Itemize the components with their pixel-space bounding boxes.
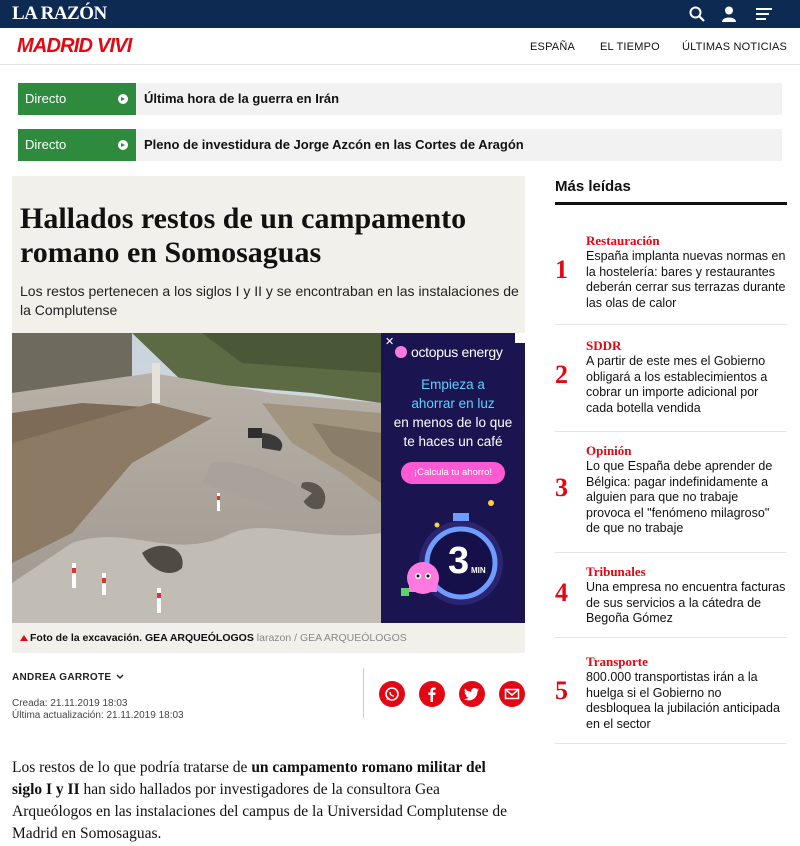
photo-caption-bar [12, 623, 525, 653]
body-text-bold: un campamento romano militar del siglo I y II [12, 759, 486, 798]
facebook-icon [424, 686, 440, 702]
most-read-headline[interactable]: España implanta nuevas normas en la hostelería: bares y restaurantes deberán cerrar sus terrazas durante las olas de calor [586, 249, 786, 310]
octopus-logo-icon [395, 346, 407, 358]
most-read-rank: 2 [555, 360, 568, 389]
ad-headline-line-3: en menos de lo que [393, 415, 513, 430]
ad-headline-line-4: te haces un café [403, 434, 503, 449]
ad-brand: octopus energy [411, 344, 503, 360]
ad-cta-button[interactable]: ¡Calcula tu ahorro! [401, 462, 505, 484]
search-icon[interactable] [688, 5, 706, 23]
most-read-headline[interactable]: Lo que España debe aprender de Bélgica: pagar indefinidamente a alguien para que no trabaje provoca el "fenómeno milagroso" de que no trabaje [586, 459, 773, 535]
whatsapp-share-button[interactable] [379, 681, 405, 707]
ad-headline-line-1: Empieza a [421, 377, 485, 392]
ad-timer-unit: MIN [471, 566, 486, 575]
section-bar [0, 28, 800, 65]
twitter-icon [464, 686, 480, 702]
most-read-headline[interactable]: A partir de este mes el Gobierno obligará a los establecimientos a cobrar un importe adicional por cada botella vendida [586, 354, 768, 415]
email-share-button[interactable] [499, 681, 525, 707]
whatsapp-icon [384, 686, 400, 702]
photo-caption [20, 632, 407, 644]
most-read-item[interactable] [555, 654, 787, 744]
site-logo[interactable]: LA RAZÓN [12, 3, 107, 24]
byline-divider [363, 668, 364, 718]
article-body [12, 757, 517, 845]
author-name[interactable]: ANDREA GARROTE [12, 672, 112, 683]
most-read-rank: 5 [555, 676, 568, 705]
live-banner[interactable] [18, 83, 782, 115]
adchoices-icon[interactable] [515, 333, 525, 343]
play-icon [118, 94, 128, 104]
most-read-title: Más leídas [555, 178, 631, 195]
most-read-category[interactable]: Tribunales [586, 564, 646, 579]
most-read-rank: 1 [555, 255, 568, 284]
updated-date: Última actualización: 21.11.2019 18:03 [12, 710, 184, 721]
top-bar [0, 0, 800, 28]
live-headline[interactable]: Última hora de la guerra en Irán [144, 91, 340, 106]
chevron-down-icon[interactable] [116, 674, 124, 680]
most-read-item[interactable] [555, 338, 787, 432]
article-photo[interactable] [12, 333, 381, 623]
ad-headline-line-2: ahorrar en luz [411, 396, 495, 411]
article-header [12, 176, 525, 334]
most-read-headline[interactable]: 800.000 transportistas irán a la huelga si el Gobierno no desbloquea la jubilación anticipada en el sector [586, 670, 780, 731]
caption-triangle-icon [20, 635, 28, 641]
live-tag-label: Directo [25, 137, 67, 152]
caption-credit: larazon / GEA ARQUEÓLOGOS [256, 632, 407, 644]
section-logo[interactable]: MADRID VIVI [17, 35, 132, 57]
most-read-item[interactable] [555, 443, 787, 553]
ad-headline [381, 375, 525, 451]
live-banner[interactable] [18, 129, 782, 161]
most-read-rank: 4 [555, 578, 568, 607]
most-read-item[interactable] [555, 233, 787, 325]
body-text-start: Los restos de lo que podría tratarse de [12, 759, 252, 776]
live-tag [18, 129, 136, 161]
nav-link-el-tiempo[interactable]: EL TIEMPO [600, 41, 660, 53]
body-text-end: han sido hallados por investigadores de la consultora Gea Arqueólogos en las instalaciones del campus de la Universidad Complutense de Madrid en Somosaguas. [12, 781, 508, 842]
article-subtitle: Los restos pertenecen a los siglos I y II y se encontraban en las instalaciones de la Complutense [20, 283, 519, 318]
most-read-category[interactable]: Transporte [586, 654, 648, 669]
caption-text: Foto de la excavación. GEA ARQUEÓLOGOS [30, 632, 254, 644]
close-icon[interactable]: ✕ [385, 336, 395, 348]
live-tag [18, 83, 136, 115]
live-headline[interactable]: Pleno de investidura de Jorge Azcón en las Cortes de Aragón [144, 137, 524, 152]
twitter-share-button[interactable] [459, 681, 485, 707]
nav-link-espana[interactable]: ESPAÑA [530, 41, 576, 53]
email-icon [504, 686, 520, 702]
created-date: Creada: 21.11.2019 18:03 [12, 698, 128, 709]
most-read-rule [555, 202, 787, 205]
play-icon [118, 140, 128, 150]
most-read-category[interactable]: Opinión [586, 443, 632, 458]
nav-link-ultimas-noticias[interactable]: ÚLTIMAS NOTICIAS [682, 41, 788, 53]
facebook-share-button[interactable] [419, 681, 445, 707]
user-icon[interactable] [720, 5, 738, 23]
most-read-category[interactable]: SDDR [586, 338, 622, 353]
most-read-item[interactable] [555, 564, 787, 638]
most-read-category[interactable]: Restauración [586, 233, 660, 248]
menu-icon[interactable] [755, 5, 773, 23]
author-byline[interactable] [12, 672, 124, 683]
ad-timer-number: 3 [448, 540, 470, 582]
live-tag-label: Directo [25, 91, 67, 106]
article-title: Hallados restos de un campamento romano en Somosaguas [20, 202, 467, 269]
advertisement[interactable] [381, 333, 525, 623]
most-read-rank: 3 [555, 473, 568, 502]
most-read-headline[interactable]: Una empresa no encuentra facturas de sus servicios a la cátedra de Begoña Gómez [586, 580, 786, 625]
